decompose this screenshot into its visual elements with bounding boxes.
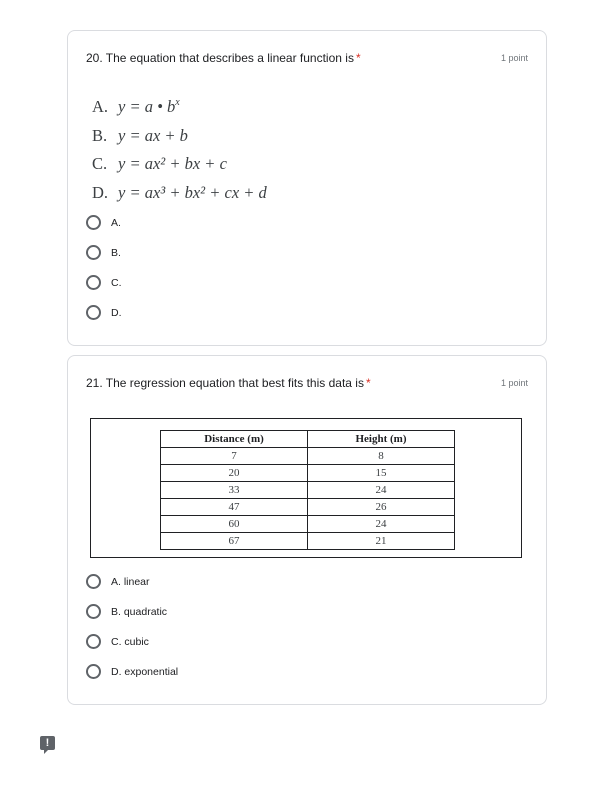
question-card-21 [67,355,547,705]
table-row [161,533,455,550]
points-label: 1 point [500,378,528,388]
required-asterisk: * [355,51,361,65]
table-header-row [161,431,455,448]
table-row [161,448,455,465]
equation-d: D. y = ax³ + bx² + cx + d [92,182,267,202]
table-cell: 24 [308,482,455,499]
question-title-text: 20. The equation that describes a linear function is [86,51,354,65]
option-label: A. linear [111,575,150,588]
equation-b: B. y = ax + b [92,125,188,145]
radio-button[interactable] [86,634,101,649]
table-header-distance: Distance (m) [161,431,308,448]
option-b-quadratic[interactable] [86,604,167,619]
option-label: B. [111,246,121,259]
option-label: C. [111,276,122,289]
table-cell: 60 [161,516,308,533]
table-row [161,465,455,482]
radio-button[interactable] [86,305,101,320]
radio-button[interactable] [86,275,101,290]
option-a[interactable] [86,215,121,230]
equation-image [92,93,267,207]
table-cell: 33 [161,482,308,499]
option-d-exponential[interactable] [86,664,178,679]
table-cell: 8 [308,448,455,465]
radio-button[interactable] [86,245,101,260]
table-cell: 20 [161,465,308,482]
table-cell: 21 [308,533,455,550]
table-cell: 67 [161,533,308,550]
option-d[interactable] [86,305,122,320]
table-cell: 26 [308,499,455,516]
option-c-cubic[interactable] [86,634,149,649]
table-row [161,499,455,516]
table-row [161,516,455,533]
radio-button[interactable] [86,215,101,230]
equation-a: A. y = a • $b^x$ [92,97,180,116]
data-table-image [90,418,522,558]
question-title-text: 21. The regression equation that best fits this data is [86,376,364,390]
table-header-height: Height (m) [308,431,455,448]
equation-c: C. y = ax² + bx + c [92,154,227,173]
question-card-20 [67,30,547,346]
question-title [86,376,371,390]
required-asterisk: * [365,376,371,390]
table-cell: 47 [161,499,308,516]
option-a-linear[interactable] [86,574,150,589]
table-cell: 15 [308,465,455,482]
points-label: 1 point [500,53,528,63]
option-label: A. [111,216,121,229]
radio-button[interactable] [86,664,101,679]
question-title [86,51,361,65]
report-problem-icon[interactable] [40,736,55,750]
table-row [161,482,455,499]
table-cell: 24 [308,516,455,533]
option-label: D. [111,306,122,319]
data-table [160,430,455,550]
option-label: D. exponential [111,665,179,678]
option-c[interactable] [86,275,122,290]
option-label: B. quadratic [111,605,168,618]
option-b[interactable] [86,245,121,260]
radio-button[interactable] [86,604,101,619]
radio-button[interactable] [86,574,101,589]
option-label: C. cubic [111,635,149,648]
report-glyph: ! [45,737,50,749]
table-cell: 7 [161,448,308,465]
